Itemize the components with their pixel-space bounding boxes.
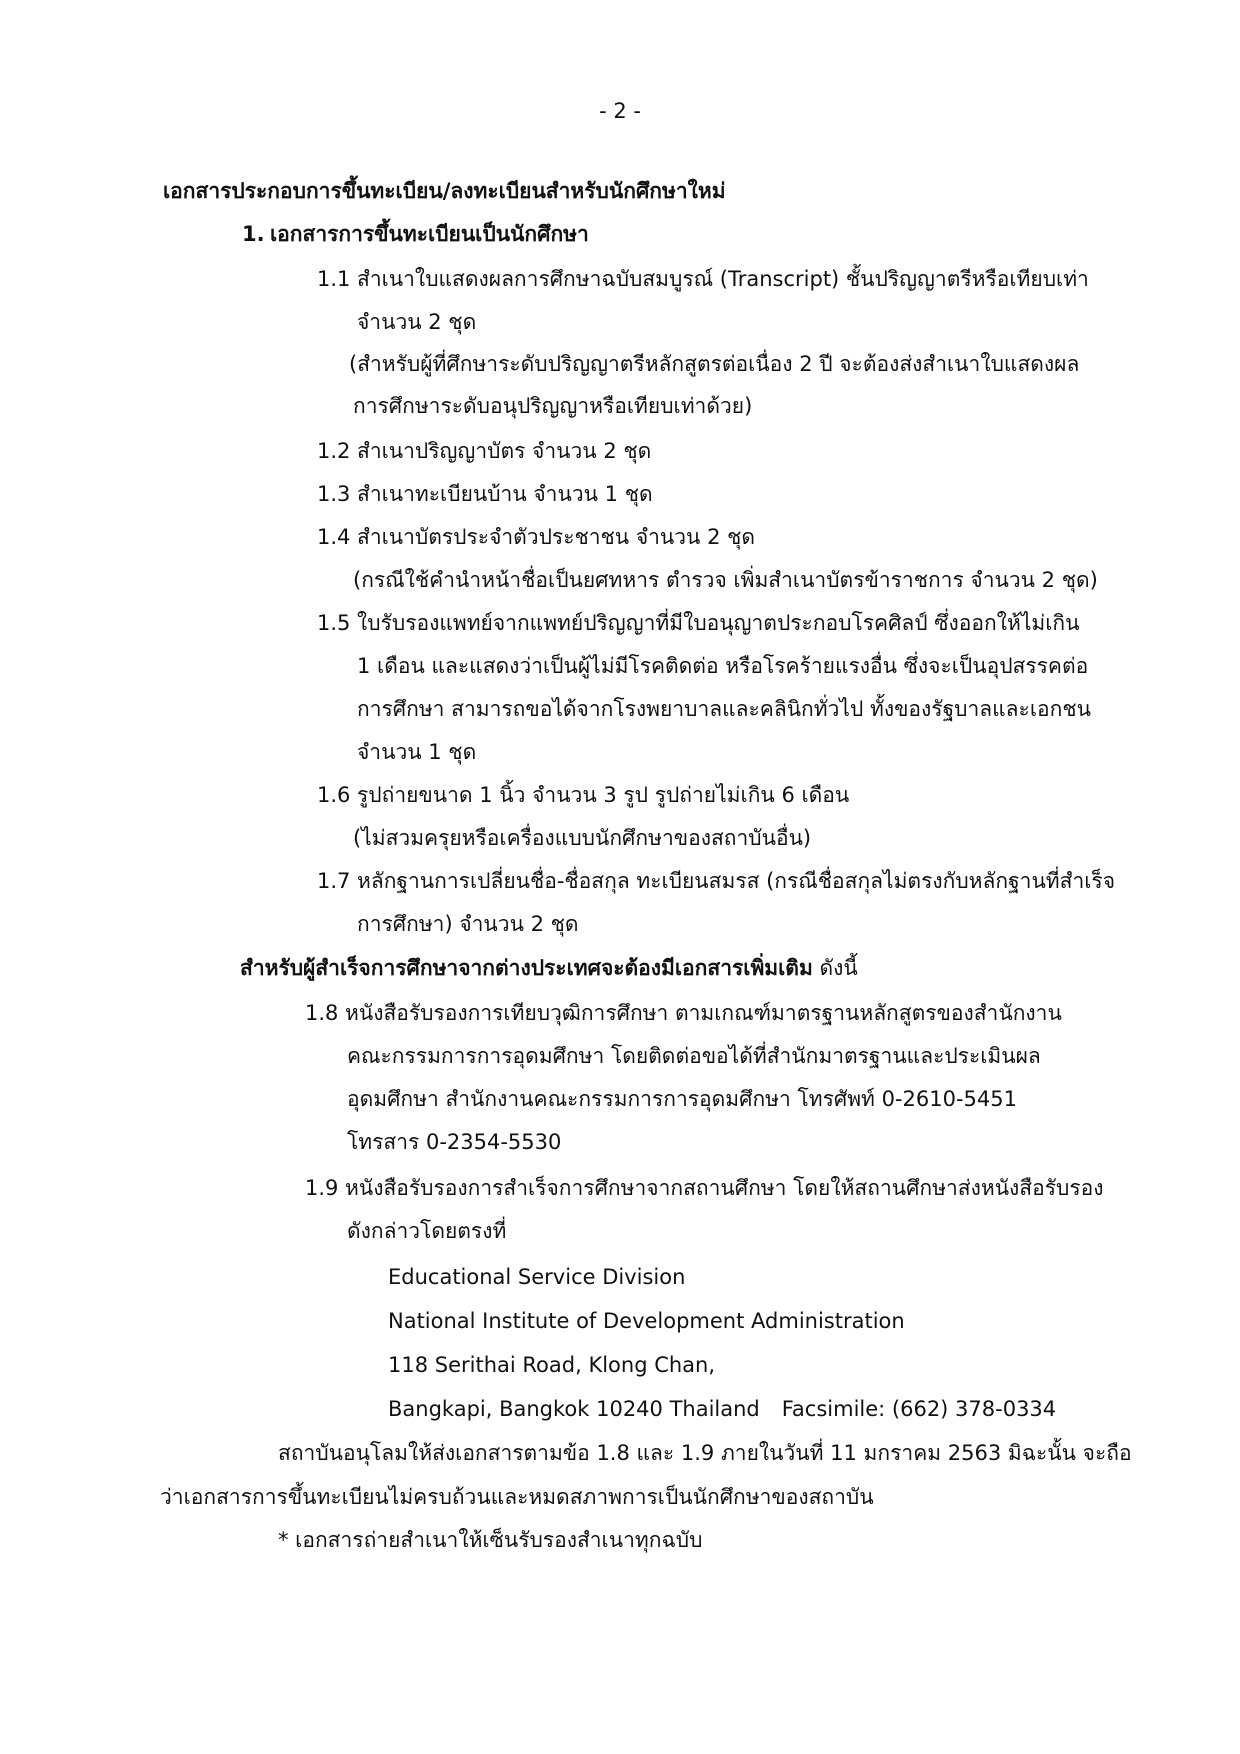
item-number: 1.2 bbox=[317, 439, 351, 463]
item-1-6-note1: (ไม่สวมครุยหรือเครื่องแบบนักศึกษาของสถาบันอื่น) bbox=[353, 826, 812, 850]
section-1-label: เอกสารการขึ้นทะเบียนเป็นนักศึกษา bbox=[270, 222, 589, 246]
notice-line-2: ว่าเอกสารการขึ้นทะเบียนไม่ครบถ้วนและหมดสภาพการเป็นนักศึกษาของสถาบัน bbox=[160, 1485, 874, 1509]
item-number: 1.1 bbox=[317, 267, 351, 291]
foreign-heading-rest: ดังนี้ bbox=[812, 956, 858, 980]
item-1-8-line2: คณะกรรมการการอุดมศึกษา โดยติดต่อขอได้ที่สำนักมาตรฐานและประเมินผล bbox=[347, 1044, 1041, 1068]
item-1-6 bbox=[317, 780, 849, 810]
item-text: หนังสือรับรองการเทียบวุฒิการศึกษา ตามเกณฑ์มาตรฐานหลักสูตรของสำนักงาน bbox=[345, 1001, 1062, 1025]
item-number: 1.3 bbox=[317, 482, 351, 506]
item-number: 1.9 bbox=[305, 1176, 339, 1200]
item-number: 1.5 bbox=[317, 611, 351, 635]
item-1-1-note2: การศึกษาระดับอนุปริญญาหรือเทียบเท่าด้วย) bbox=[353, 394, 753, 418]
item-1-5 bbox=[317, 608, 1080, 638]
item-1-3 bbox=[317, 479, 653, 509]
item-text: ใบรับรองแพทย์จากแพทย์ปริญญาที่มีใบอนุญาตประกอบโรคศิลป์ ซึ่งออกให้ไม่เกิน bbox=[357, 611, 1080, 635]
item-number: 1.7 bbox=[317, 869, 351, 893]
item-1-1-line2: จำนวน 2 ชุด bbox=[357, 310, 477, 334]
page-number: - 2 - bbox=[599, 99, 641, 123]
item-text: หลักฐานการเปลี่ยนชื่อ-ชื่อสกุล ทะเบียนสมรส (กรณีชื่อสกุลไม่ตรงกับหลักฐานที่สำเร็จ bbox=[357, 869, 1116, 893]
item-text: หนังสือรับรองการสำเร็จการศึกษาจากสถานศึกษา โดยให้สถานศึกษาส่งหนังสือรับรอง bbox=[345, 1176, 1104, 1200]
item-1-8 bbox=[305, 998, 1062, 1028]
item-1-4 bbox=[317, 522, 755, 552]
item-1-5-line4: จำนวน 1 ชุด bbox=[357, 740, 477, 764]
item-1-9 bbox=[305, 1173, 1104, 1203]
item-text: รูปถ่ายขนาด 1 นิ้ว จำนวน 3 รูป รูปถ่ายไม่เกิน 6 เดือน bbox=[357, 783, 850, 807]
item-number: 1.4 bbox=[317, 525, 351, 549]
item-1-8-line3: อุดมศึกษา สำนักงานคณะกรรมการการอุดมศึกษา โทรศัพท์ 0-2610-5451 bbox=[347, 1087, 1017, 1111]
foreign-heading-bold: สำหรับผู้สำเร็จการศึกษาจากต่างประเทศจะต้องมีเอกสารเพิ่มเติม bbox=[240, 956, 813, 980]
address-fax: Facsimile: (662) 378-0334 bbox=[781, 1397, 1057, 1421]
item-1-5-line2: 1 เดือน และแสดงว่าเป็นผู้ไม่มีโรคติดต่อ หรือโรคร้ายแรงอื่น ซึ่งจะเป็นอุปสรรคต่อ bbox=[357, 654, 1089, 678]
item-1-2 bbox=[317, 436, 651, 466]
footnote: * เอกสารถ่ายสำเนาให้เซ็นรับรองสำเนาทุกฉบับ bbox=[278, 1528, 703, 1552]
item-text: สำเนาทะเบียนบ้าน จำนวน 1 ชุด bbox=[357, 482, 653, 506]
notice-line-1: สถาบันอนุโลมให้ส่งเอกสารตามข้อ 1.8 และ 1.9 ภายในวันที่ 11 มกราคม 2563 มิฉะนั้น จะถือ bbox=[278, 1441, 1132, 1465]
item-1-9-line2: ดังกล่าวโดยตรงที่ bbox=[347, 1219, 507, 1243]
address-line-2: National Institute of Development Administration bbox=[388, 1309, 905, 1333]
foreign-graduates-heading bbox=[240, 953, 858, 983]
item-1-7-line2: การศึกษา) จำนวน 2 ชุด bbox=[357, 912, 579, 936]
item-text: สำเนาบัตรประจำตัวประชาชน จำนวน 2 ชุด bbox=[357, 525, 756, 549]
address-line-3: 118 Serithai Road, Klong Chan, bbox=[388, 1353, 716, 1377]
item-1-8-line4: โทรสาร 0-2354-5530 bbox=[347, 1130, 562, 1154]
section-1-title bbox=[242, 219, 589, 249]
address-city: Bangkapi, Bangkok 10240 Thailand bbox=[388, 1397, 760, 1421]
item-1-4-note1: (กรณีใช้คำนำหน้าชื่อเป็นยศทหาร ตำรวจ เพิ่มสำเนาบัตรข้าราชการ จำนวน 2 ชุด) bbox=[353, 568, 1098, 592]
address-line-1: Educational Service Division bbox=[388, 1265, 686, 1289]
item-1-7 bbox=[317, 866, 1115, 896]
item-text: สำเนาปริญญาบัตร จำนวน 2 ชุด bbox=[357, 439, 652, 463]
address-line-4 bbox=[388, 1394, 1056, 1424]
item-number: 1.8 bbox=[305, 1001, 339, 1025]
document-heading: เอกสารประกอบการขึ้นทะเบียน/ลงทะเบียนสำหรับนักศึกษาใหม่ bbox=[163, 179, 726, 203]
item-number: 1.6 bbox=[317, 783, 351, 807]
item-1-1 bbox=[317, 264, 1089, 294]
item-1-1-note1: (สำหรับผู้ที่ศึกษาระดับปริญญาตรีหลักสูตรต่อเนื่อง 2 ปี จะต้องส่งสำเนาใบแสดงผล bbox=[349, 352, 1080, 376]
item-text: สำเนาใบแสดงผลการศึกษาฉบับสมบูรณ์ (Transcript) ชั้นปริญญาตรีหรือเทียบเท่า bbox=[357, 267, 1089, 291]
section-1-number: 1. bbox=[242, 222, 265, 246]
item-1-5-line3: การศึกษา สามารถขอได้จากโรงพยาบาลและคลินิกทั่วไป ทั้งของรัฐบาลและเอกชน bbox=[357, 697, 1091, 721]
